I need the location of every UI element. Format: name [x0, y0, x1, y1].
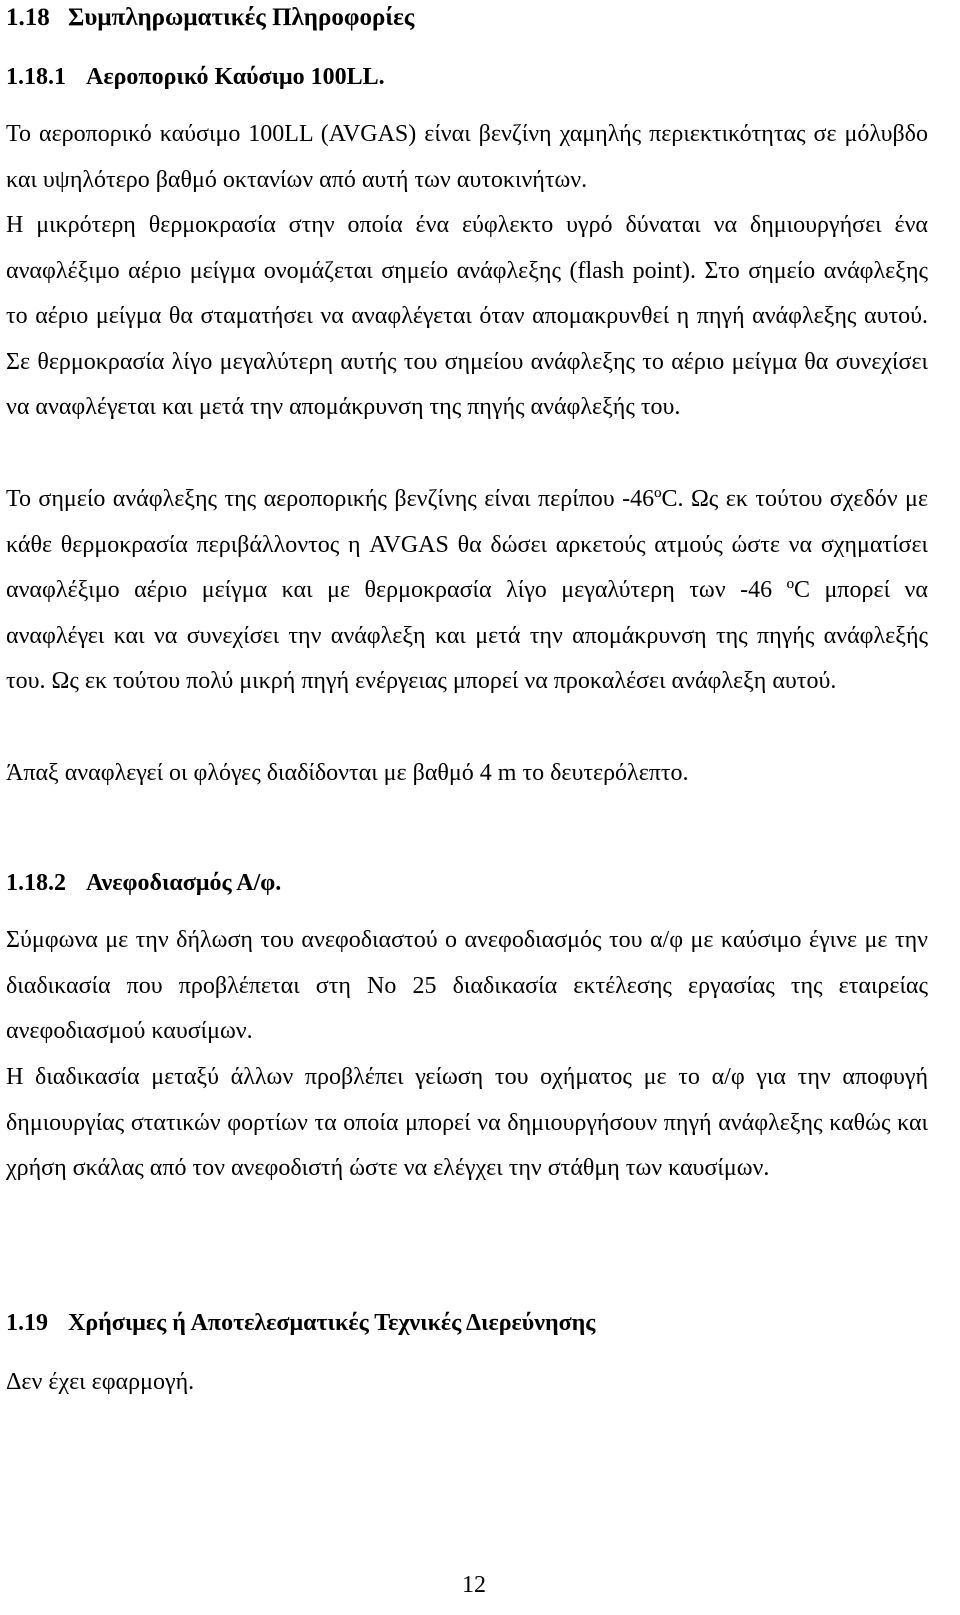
subsection-title: Αεροπορικό Καύσιμο 100LL.	[86, 64, 385, 90]
paragraph: Το σημείο ανάφλεξης της αεροπορικής βενζίνης είναι περίπου -46ºC. Ως εκ τούτου σχεδόν με κάθε θερμοκρασία περιβάλλοντος η AVGAS θα δώσει αρκετούς ατμούς ώστε να σχηματίσει αναφλέξιμο αέριο μείγμα και με θερμοκρασία λίγο μεγαλύτερη των -46 ºC μπορεί να αναφλέγει και να συνεχίσει την ανάφλεξη και μετά την απομάκρυνση της πηγής ανάφλεξής του. Ως εκ τούτου πολύ μικρή πηγή ενέργειας μπορεί να προκαλέσει ανάφλεξη αυτού.	[6, 486, 928, 695]
subsection-heading-1-18-2	[6, 868, 281, 898]
paragraph: Σύμφωνα με την δήλωση του ανεφοδιαστού ο ανεφοδιασμός του α/φ με καύσιμο έγινε με την διαδικασία που προβλέπεται στη Νο 25 διαδικασία εκτέλεσης εργασίας της εταιρείας ανεφοδιασμού καυσίμων.	[6, 927, 928, 1045]
paragraph: Άπαξ αναφλεγεί οι φλόγες διαδίδονται με βαθμό 4 m το δευτερόλεπτο.	[6, 760, 689, 786]
paragraph: Η μικρότερη θερμοκρασία στην οποία ένα εύφλεκτο υγρό δύναται να δημιουργήσει ένα αναφλέξιμο αέριο μείγμα ονομάζεται σημείο ανάφλεξης (flash point). Στο σημείο ανάφλεξης το αέριο μείγμα θα σταματήσει να αναφλέγεται όταν απομακρυνθεί η πηγή ανάφλεξης αυτού. Σε θερμοκρασία λίγο μεγαλύτερη αυτής του σημείου ανάφλεξης το αέριο μείγμα θα συνεχίσει να αναφλέγεται και μετά την απομάκρυνση της πηγής ανάφλεξής του.	[6, 212, 928, 421]
page-number: 12	[462, 1572, 486, 1598]
paragraph: Η διαδικασία μεταξύ άλλων προβλέπει γείωση του οχήματος με το α/φ για την αποφυγή δημιουργίας στατικών φορτίων τα οποία μπορεί να δημιουργήσουν πηγή ανάφλεξης καθώς και χρήση σκάλας από τον ανεφοδιστή ώστε να ελέγχει την στάθμη των καυσίμων.	[6, 1064, 928, 1182]
paragraph: Δεν έχει εφαρμογή.	[6, 1369, 195, 1395]
section-number: 1.19	[6, 1310, 48, 1336]
subsection-title: Ανεφοδιασμός Α/φ.	[86, 870, 282, 896]
section-title: Χρήσιμες ή Αποτελεσματικές Τεχνικές Διερεύνησης	[68, 1310, 596, 1336]
section-title: Συμπληρωματικές Πληροφορίες	[68, 4, 415, 31]
subsection-number: 1.18.1	[6, 64, 66, 90]
section-heading-1-19	[6, 1308, 595, 1338]
section-heading-1-18	[6, 3, 414, 33]
subsection-heading-1-18-1	[6, 62, 385, 92]
subsection-number: 1.18.2	[6, 870, 66, 896]
paragraph: Το αεροπορικό καύσιμο 100LL (AVGAS) είναι βενζίνη χαμηλής περιεκτικότητας σε μόλυβδο και υψηλότερο βαθμό οκτανίων από αυτή των αυτοκινήτων.	[6, 121, 928, 193]
section-number: 1.18	[6, 4, 50, 31]
